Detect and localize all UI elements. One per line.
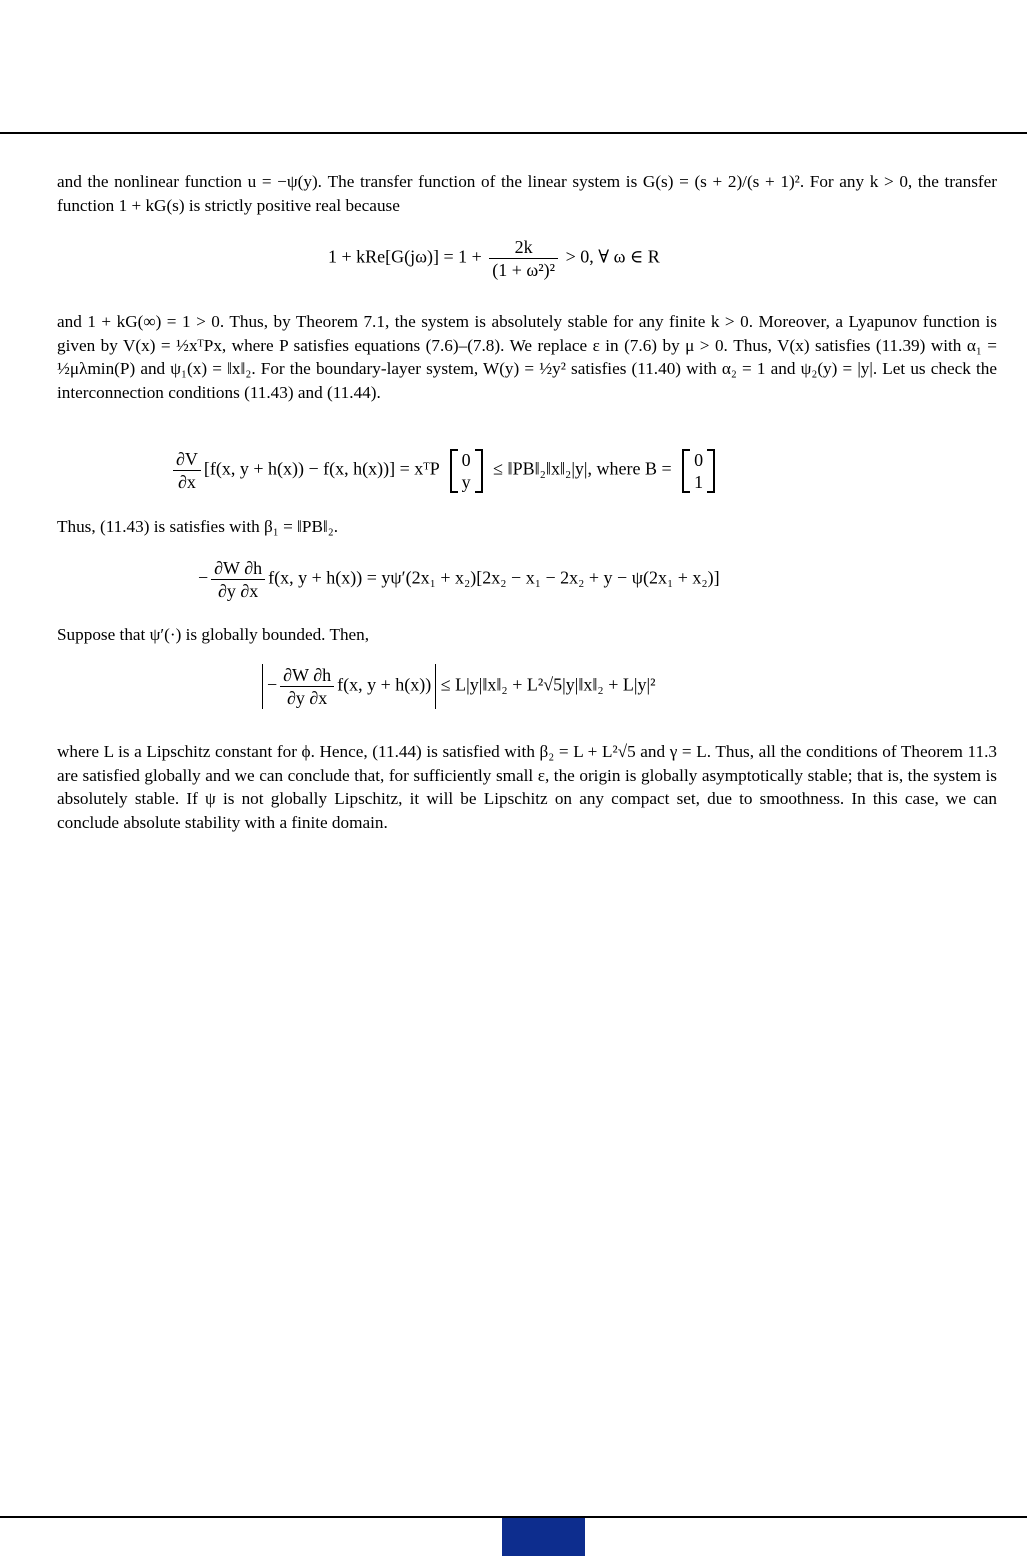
equation-boundary-minus: −	[198, 567, 209, 588]
paragraph-lyapunov: and 1 + kG(∞) = 1 > 0. Thus, by Theorem 7.1, the system is absolutely stable for any finite k > 0. Moreover, a Lyapunov function is given by V(x) = ½xᵀPx, where P satisfies equations (7.6)–(7.8). We replace ε in (7.6) by μ > 0. Thus, V(x) satisfies (11.39) with α₁ = ½μλmin(P) and ψ₁(x) = ‖x‖₂. For the boundary-layer system, W(y) = ½y² satisfies (11.40) with α₂ = 1 and ψ₂(y) = |y|. Let us check the interconnection conditions (11.43) and (11.44).	[57, 312, 997, 402]
equation-interconnection-1-rhs: ≤ ‖PB‖₂‖x‖₂|y|, where B =	[493, 458, 672, 479]
fraction-dy-dx-bound-denominator: ∂y ∂x	[286, 688, 328, 708]
vector-0-y-bottom: y	[461, 471, 471, 492]
paragraph-beta1: Thus, (11.43) is satisfies with β₁ = ‖PB‖₂.	[57, 517, 339, 536]
fraction-dV-dx-numerator: ∂V	[173, 448, 201, 471]
equation-interconnection-1-middle: [f(x, y + h(x)) − f(x, h(x))] = xᵀP	[203, 458, 440, 479]
absolute-value-expression	[262, 664, 436, 709]
fraction-dV-dx-denominator: ∂x	[178, 472, 196, 492]
paragraph-conclusion: where L is a Lipschitz constant for ϕ. Hence, (11.44) is satisfied with β₂ = L + L²√5 and γ = L. Thus, all the conditions of Theorem 11.3 are satisfied globally and we can conclude that, for sufficiently small ε, the origin is globally asymptotically stable; that is, the system is absolutely stable. If ψ is not globally Lipschitz, it will be Lipschitz on any compact set, due to smoothness. In this case, we can conclude absolute stability with a finite domain.	[57, 742, 997, 832]
vector-B-top: 0	[694, 449, 704, 470]
equation-bound-inner: f(x, y + h(x))	[337, 674, 432, 695]
equation-bound-minus: −	[267, 674, 278, 695]
page-number-tab	[502, 1518, 585, 1556]
vector-0-y	[450, 449, 483, 493]
vector-0-y-top: 0	[461, 449, 471, 470]
fraction-dy-dx-denominator: ∂y ∂x	[217, 581, 259, 601]
equation-boundary-derivative	[198, 557, 720, 602]
fraction-2k	[489, 236, 558, 281]
equation-bound	[262, 664, 655, 709]
fraction-dW-dh-bound-numerator: ∂W ∂h	[280, 664, 334, 687]
header-rule	[0, 132, 1027, 134]
equation-boundary-rhs: f(x, y + h(x)) = yψ′(2x₁ + x₂)[2x₂ − x₁ − 2x₂ + y − ψ(2x₁ + x₂)]	[268, 567, 720, 588]
fraction-2k-denominator: (1 + ω²)²	[492, 260, 556, 280]
fraction-2k-numerator: 2k	[489, 236, 558, 259]
fraction-dW-dh-numerator: ∂W ∂h	[211, 557, 265, 580]
equation-bound-rhs: ≤ L|y|‖x‖₂ + L²√5|y|‖x‖₂ + L|y|²	[440, 674, 656, 695]
fraction-dW-dy-dh-dx	[211, 557, 265, 602]
fraction-dV-dx	[173, 448, 201, 493]
paragraph-transfer-function: and the nonlinear function u = −ψ(y). The transfer function of the linear system is G(s) = (s + 2)/(s + 1)². For any k > 0, the transfer function 1 + kG(s) is strictly positive real because	[57, 172, 997, 215]
vector-B	[682, 449, 715, 493]
equation-positive-real-lhs: 1 + kRe[G(jω)] = 1 +	[328, 246, 482, 267]
vector-B-bottom: 1	[694, 471, 704, 492]
equation-positive-real	[328, 236, 660, 281]
fraction-dW-dh-bound	[280, 664, 334, 709]
paragraph-psi-bounded: Suppose that ψ′(·) is globally bounded. Then,	[57, 625, 370, 644]
equation-positive-real-rhs: > 0, ∀ ω ∈ R	[565, 246, 660, 267]
equation-interconnection-1	[170, 448, 721, 493]
